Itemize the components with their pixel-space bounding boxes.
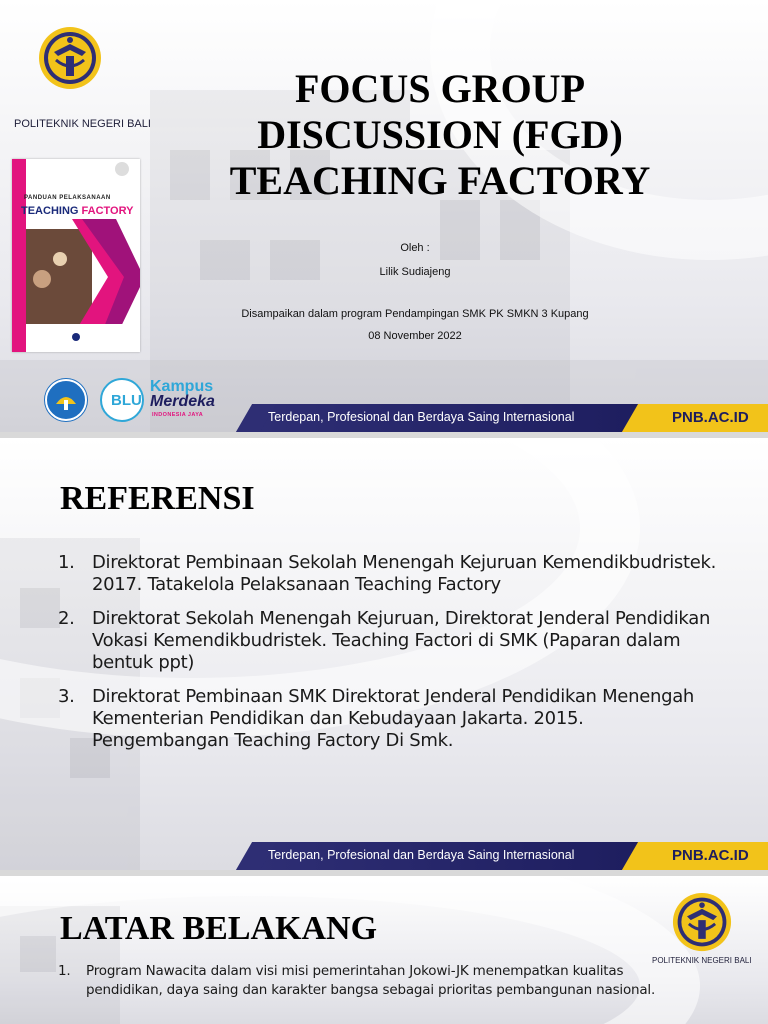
pnb-logo [38,26,102,90]
point-text: Program Nawacita dalam visi misi pemerintahan Jokowi-JK menempatkan kualitas pendidikan, daya saing dan karakter bangsa sebagai prioritas pembangunan nasional. [86,963,656,998]
cover-title-a: TEACHING [21,205,79,217]
pnb-emblem-icon [672,892,732,952]
slide-heading: REFERENSI [60,480,255,517]
program-description: Disampaikan dalam program Pendampingan SMK PK SMKN 3 Kupang [241,308,589,320]
merdeka-text: Merdeka [150,393,215,410]
title-line: DISCUSSION (FGD) [257,112,623,157]
footer-tagline: Terdepan, Profesional dan Berdaya Saing Internasional [268,848,575,862]
by-label: Oleh : [400,242,430,254]
reference-text: Direktorat Pembinaan Sekolah Menengah Kejuruan Kemendikbudristek. 2017. Tatakelola Pelaksanaan Teaching Factory [92,552,717,595]
references-slide [0,438,768,870]
reference-item [58,686,718,752]
pnb-logo [672,892,732,952]
guidebook-cover [12,159,140,352]
footer-website: PNB.AC.ID [672,409,749,426]
blu-text: BLU [111,392,142,409]
slide-footer [0,400,768,432]
institution-name: POLITEKNIK NEGERI BALI [14,118,151,130]
pnb-emblem-icon [38,26,102,90]
background-point [58,962,688,1000]
reference-item [58,552,718,596]
reference-text: Direktorat Pembinaan SMK Direktorat Jenderal Pendidikan Menengah Kementerian Pendidikan dan Kebudayaan Jakarta. 2015. Pengembangan Teaching Factory Di Smk. [92,686,695,751]
reference-list [58,552,718,764]
reference-item [58,608,718,674]
reference-number: 3. [58,686,75,707]
background-points [58,962,688,1000]
reference-text: Direktorat Sekolah Menengah Kejuruan, Direktorat Jenderal Pendidikan Vokasi Kemendikbudristek. Teaching Factori di SMK (Paparan dalam bentuk ppt) [92,608,711,673]
cover-artwork [12,159,140,352]
presentation-title [190,66,690,204]
kampus-text: Kampus [150,378,214,395]
indonesia-jaya-text: INDONESIA JAYA [152,412,204,418]
reference-number: 1. [58,552,75,573]
title-line: TEACHING FACTORY [229,158,651,203]
decorative-swoosh [0,876,700,1024]
cover-title [21,205,133,217]
author-name: Lilik Sudiajeng [379,266,451,278]
institution-name: POLITEKNIK NEGERI BALI [652,956,752,965]
cover-title-b: FACTORY [81,205,134,217]
footer-tagline: Terdepan, Profesional dan Berdaya Saing Internasional [268,410,575,424]
slide-footer [0,838,768,870]
cover-subtitle: PANDUAN PELAKSANAAN [24,195,111,201]
reference-number: 2. [58,608,75,629]
background-slide [0,876,768,1024]
footer-website: PNB.AC.ID [672,847,749,864]
point-number: 1. [58,963,71,979]
slide-heading: LATAR BELAKANG [60,910,378,947]
title-slide [0,0,768,432]
title-line: FOCUS GROUP [295,66,585,111]
presentation-date: 08 November 2022 [368,330,462,342]
